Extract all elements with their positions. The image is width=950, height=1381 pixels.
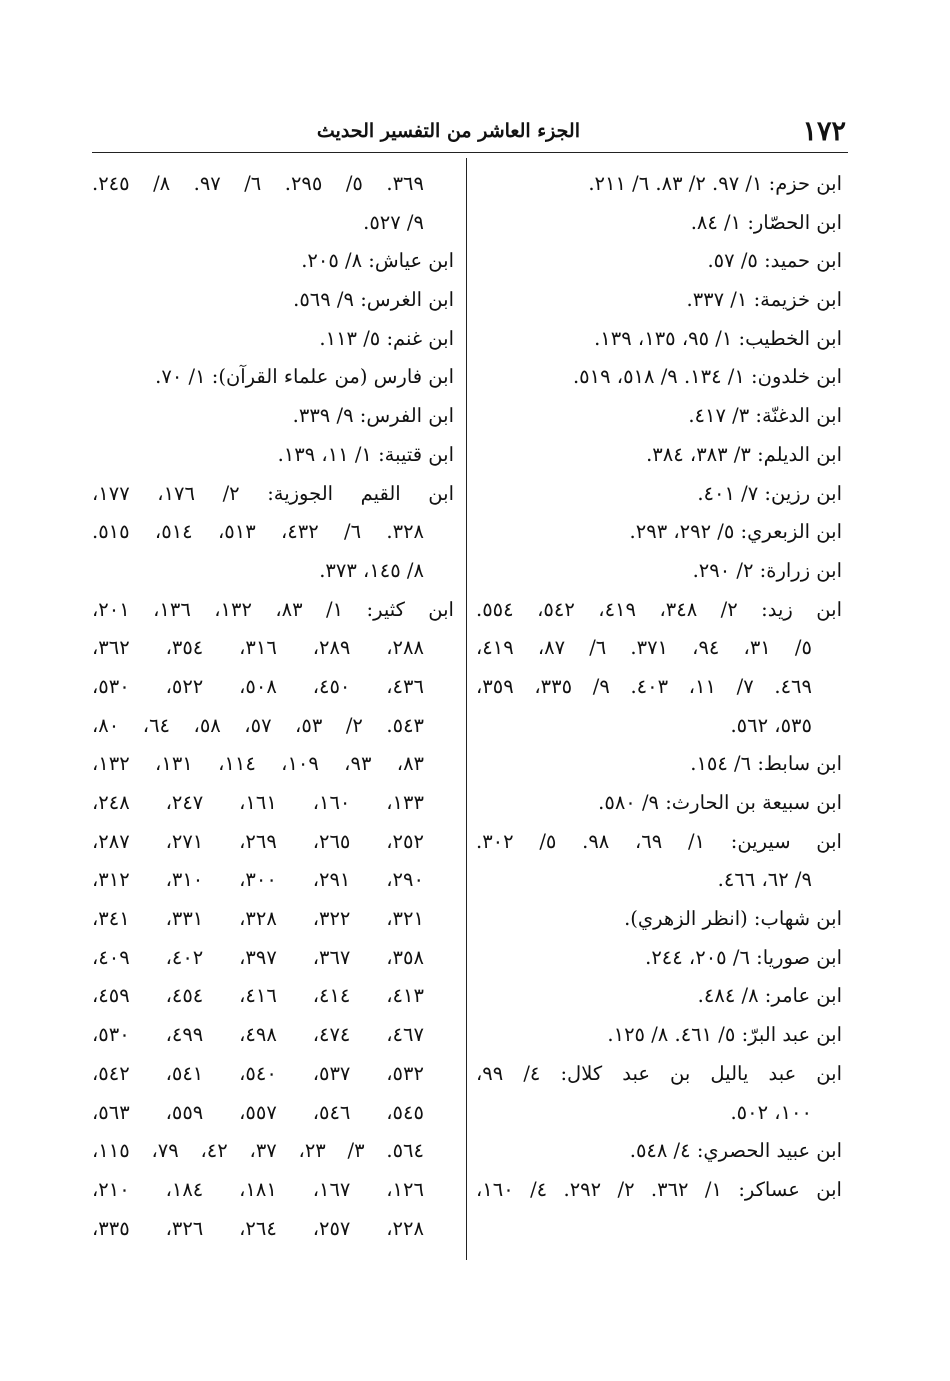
index-entry-continuation: ٣٢١، ٣٢٢، ٣٢٨، ٣٣١، ٣٤١، (92, 907, 424, 931)
index-entry-continuation: ٥٣٥، ٥٦٢. (730, 713, 812, 737)
index-entry: ابن خلدون: ١/ ١٣٤. ٩/ ٥١٨، ٥١٩. (572, 365, 842, 389)
index-entry: ابن قتيبة: ١/ ١١، ١٣٩. (277, 442, 454, 466)
index-entry-continuation: ٤٣٦، ٤٥٠، ٥٠٨، ٥٢٢، ٥٣٠، (92, 674, 424, 698)
index-entry-continuation: ٢٢٨، ٢٥٧، ٢٦٤، ٣٢٦، ٣٣٥، (92, 1216, 424, 1240)
index-entry: ابن الدغنّة: ٣/ ٤١٧. (688, 404, 842, 428)
index-entry: ابن القيم الجوزية: ٢/ ١٧٦، ١٧٧، (92, 481, 454, 505)
column-divider (466, 158, 467, 1260)
index-entry: ابن الديلم: ٣/ ٣٨٣، ٣٨٤. (646, 442, 842, 466)
index-entry-continuation: ٩/ ٥٢٧. (363, 210, 424, 234)
index-entry: ابن عبد البرّ: ٥/ ٤٦١. ٨/ ١٢٥. (607, 1023, 842, 1047)
index-entry: ابن غنم: ٥/ ١١٣. (319, 326, 454, 350)
index-entry: ابن عبد ياليل بن عبد كلال: ٤/ ٩٩، (476, 1061, 842, 1085)
index-entry: ابن زرارة: ٢/ ٢٩٠. (692, 558, 842, 582)
index-entry: ابن كثير: ١/ ٨٣، ١٣٢، ١٣٦، ٢٠١، (92, 597, 454, 621)
index-entry: ابن الزبعري: ٥/ ٢٩٢، ٢٩٣. (629, 520, 842, 544)
index-entry: ابن الفرس: ٩/ ٣٣٩. (292, 404, 454, 428)
index-column-left (92, 165, 454, 1248)
index-entry: ابن سيرين: ١/ ٦٩، ٩٨. ٥/ ٣٠٢. (476, 829, 842, 853)
index-entry: ابن صوريا: ٦/ ٢٠٥، ٢٤٤. (645, 945, 842, 969)
index-entry-continuation: ١٠٠، ٥٠٢. (730, 1100, 812, 1124)
index-entry-continuation: ٥٤٣. ٢/ ٥٣، ٥٧، ٥٨، ٦٤، ٨٠، (92, 713, 425, 737)
index-entry: ابن سابط: ٦/ ١٥٤. (690, 752, 842, 776)
index-entry: ابن الحصّار: ١/ ٨٤. (690, 210, 842, 234)
index-entry: ابن شهاب: (انظر الزهري). (624, 907, 842, 931)
index-entry: ابن حزم: ١/ ٩٧. ٢/ ٨٣. ٦/ ٢١١. (588, 172, 842, 195)
index-entry: ابن عياش: ٨/ ٢٠٥. (301, 249, 454, 273)
index-entry-continuation: ٨٣، ٩٣، ١٠٩، ١١٤، ١٣١، ١٣٢، (92, 752, 425, 776)
index-entry-continuation: ٥٤٥، ٥٤٦، ٥٥٧، ٥٥٩، ٥٦٣، (92, 1100, 424, 1124)
index-entry: ابن عبيد الحصري: ٤/ ٥٤٨. (629, 1139, 842, 1163)
page-header (92, 112, 848, 154)
index-entry-continuation: ٤٦٧، ٤٧٤، ٤٩٨، ٤٩٩، ٥٣٠، (92, 1023, 424, 1047)
index-entry-continuation: ١٣٣، ١٦٠، ١٦١، ٢٤٧، ٢٤٨، (92, 791, 424, 814)
index-entry: ابن الخطيب: ١/ ٩٥، ١٣٥، ١٣٩. (594, 326, 842, 350)
index-entry-continuation: ٩/ ٦٢، ٤٦٦. (717, 868, 812, 892)
index-entry-continuation: ٢٩٠، ٢٩١، ٣٠٠، ٣١٠، ٣١٢، (92, 868, 424, 892)
index-entry: ابن زيد: ٢/ ٣٤٨، ٤١٩، ٥٤٢، ٥٥٤. (476, 597, 842, 621)
index-entry: ابن رزين: ٧/ ٤٠١. (697, 481, 842, 505)
index-entry-continuation: ٣٢٨. ٦/ ٤٣٢، ٥١٣، ٥١٤، ٥١٥. (92, 520, 425, 544)
index-entry: ابن عساكر: ١/ ٣٦٢. ٢/ ٢٩٢. ٤/ ١٦٠، (476, 1177, 842, 1201)
index-entry: ابن سبيعة بن الحارث: ٩/ ٥٨٠. (598, 791, 842, 814)
running-title: الجزء العاشر من التفسير الحديث (316, 120, 580, 142)
index-entry-continuation: ٣٥٨، ٣٦٧، ٣٩٧، ٤٠٢، ٤٠٩، (92, 945, 424, 969)
index-entry-continuation: ٢٥٢، ٢٦٥، ٢٦٩، ٢٧١، ٢٨٧، (92, 829, 424, 853)
index-entry: ابن الغرس: ٩/ ٥٦٩. (293, 288, 454, 312)
index-entry-continuation: ٥/ ٣١، ٩٤، ٣٧١. ٦/ ٨٧، ٤١٩، (476, 636, 812, 660)
index-entry: ابن خزيمة: ١/ ٣٣٧. (686, 288, 842, 312)
page-number: ١٧٢ (802, 116, 846, 147)
index-entry-continuation: ٥٣٢، ٥٣٧، ٥٤٠، ٥٤١، ٥٤٢، (92, 1061, 424, 1085)
index-entry: ابن عامر: ٨/ ٤٨٤. (697, 984, 842, 1008)
index-entry-continuation: ٤٦٩. ٧/ ١١، ٤٠٣. ٩/ ٣٣٥، ٣٥٩، (476, 674, 812, 698)
index-column-right (476, 165, 842, 1210)
index-entry-continuation: ٥٦٤. ٣/ ٢٣، ٣٧، ٤٢، ٧٩، ١١٥، (92, 1139, 424, 1163)
header-rule (92, 152, 848, 153)
index-entry-continuation: ١٢٦، ١٦٧، ١٨١، ١٨٤، ٢١٠، (92, 1177, 424, 1201)
index-entry-continuation: ٨/ ١٤٥، ٣٧٣. (319, 558, 424, 582)
index-entry-continuation: ٣٦٩. ٥/ ٢٩٥. ٦/ ٩٧. ٨/ ٢٤٥. (92, 172, 424, 195)
index-entry: ابن فارس (من علماء القرآن): ١/ ٧٠. (155, 365, 454, 389)
index-entry-continuation: ٤١٣، ٤١٤، ٤١٦، ٤٥٤، ٤٥٩، (92, 984, 424, 1008)
index-entry-continuation: ٢٨٨، ٢٨٩، ٣١٦، ٣٥٤، ٣٦٢، (92, 636, 424, 660)
index-entry: ابن حميد: ٥/ ٥٧. (707, 249, 842, 273)
